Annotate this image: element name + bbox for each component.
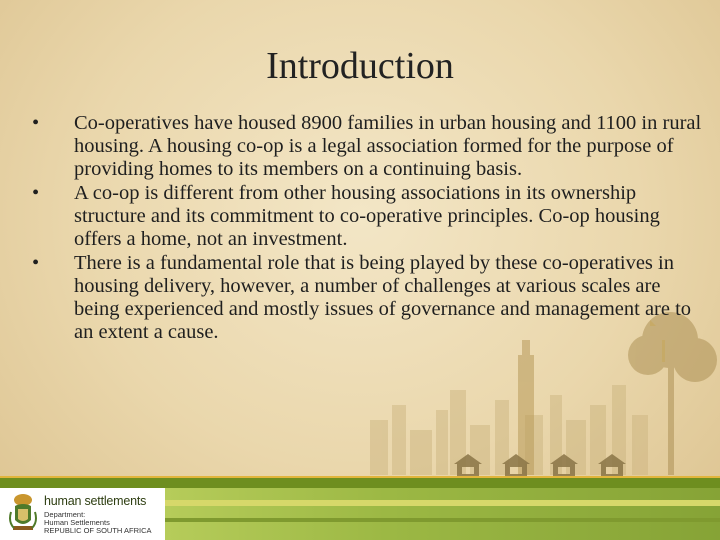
department-text [44, 511, 164, 535]
bullet-marker: • [32, 112, 40, 134]
house-icon [598, 454, 626, 476]
bullet-item [28, 112, 708, 181]
bullet-item [28, 182, 708, 251]
house-icon [550, 454, 578, 476]
bullet-list [28, 112, 708, 345]
bullet-marker: • [32, 182, 40, 204]
department-line: REPUBLIC OF SOUTH AFRICA [44, 526, 152, 535]
house-icons-row [452, 452, 642, 478]
coat-of-arms-icon [8, 492, 38, 536]
footer-band-stripe [165, 518, 720, 522]
footer-band-stripe [165, 500, 720, 506]
bullet-text: Co-operatives have housed 8900 families in urban housing and 1100 in rural housing. A housing co-op is a legal association formed for the purpose of providing homes to its members on a continuing basis. [74, 112, 702, 180]
department-branding [44, 494, 164, 535]
bullet-marker: • [32, 252, 40, 274]
brand-name: human settlements [44, 494, 147, 508]
bullet-text: There is a fundamental role that is being played by these co-operatives in housing delivery, however, a number of challenges at various scales are being experienced and mostly issues of governance and management are to an extent a cause. [74, 252, 692, 343]
bullet-item [28, 252, 708, 344]
department-line: Human Settlements [44, 518, 110, 527]
footer-green-stripe [0, 478, 720, 488]
footer-green-band [165, 488, 720, 540]
slide-title: Introduction [266, 45, 454, 87]
house-icon [502, 454, 530, 476]
house-icon [454, 454, 482, 476]
bullet-text: A co-op is different from other housing associations in its ownership structure and its commitment to co-operative principles. Co-op housing offers a home, not an investment. [74, 182, 660, 250]
department-line: Department: [44, 510, 86, 519]
